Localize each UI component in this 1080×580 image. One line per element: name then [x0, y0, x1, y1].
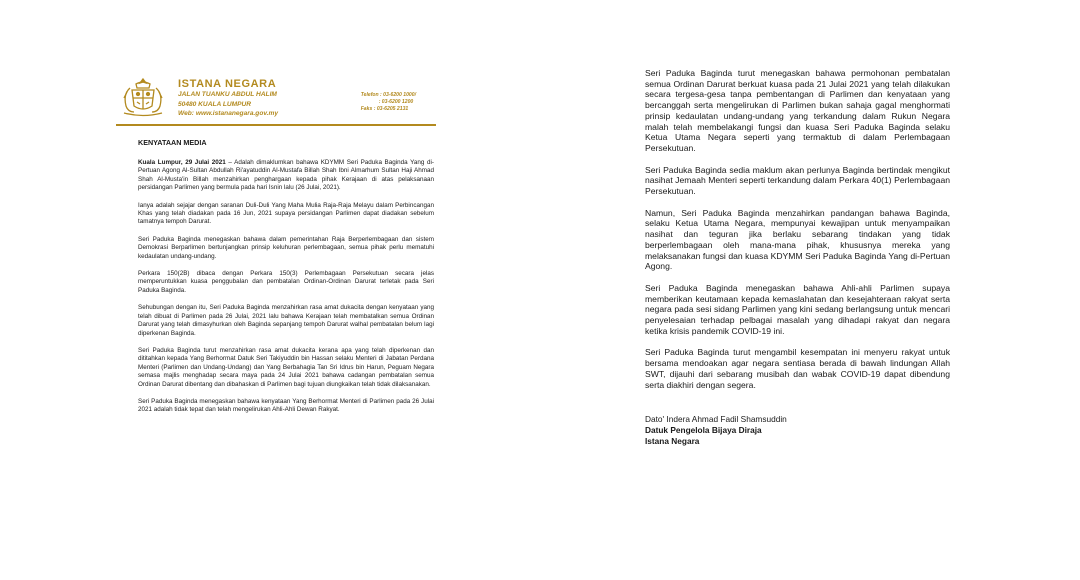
letterhead-title: ISTANA NEGARA	[178, 78, 277, 90]
left-paragraph: Perkara 150(2B) dibaca dengan Perkara 150(3) Perlembagaan Persekutuan secara jelas memperuntukkan kuasa penggubalan dan pembatalan Ordinan-Ordinan Darurat terletak pada Seri Paduka Baginda.	[138, 270, 434, 294]
left-paragraph: Seri Paduka Baginda turut menzahirkan rasa amat dukacita kerana apa yang telah diperkenan dan dititahkan kepada Yang Berhormat Datuk Seri Takiyuddin bin Hassan selaku Menteri di Jabatan Perdana Menteri (Parlimen dan Undang-Undang) dan Yang Berbahagia Tan Sri Idrus bin Harun, Peguam Negara semasa majlis menghadap secara maya pada 24 Julai 2021 bahawa cadangan pembatalan semua Ordinan Darurat dibentang dan dibahaskan di Parlimen bagi tujuan diungkaikan telah tidak dilaksanakan.	[138, 346, 434, 388]
dateline: Kuala Lumpur, 29 Julai 2021	[138, 159, 226, 166]
document-title: KENYATAAN MEDIA	[138, 138, 207, 147]
letterhead-text	[178, 78, 278, 119]
signatory-organisation: Istana Negara	[645, 435, 700, 446]
royal-crest-icon	[118, 76, 168, 118]
right-paragraph: Namun, Seri Paduka Baginda menzahirkan pandangan bahawa Baginda, selaku Ketua Utama Negara, mempunyai kewajipan untuk menyampaikan nasihat dan teguran jika berlaku sebarang tindakan yang tidak berperlembagaan oleh mana-mana pihak, khususnya mereka yang melaksanakan fungsi dan kuasa KDYMM Seri Paduka Baginda Yang di-Pertuan Agong.	[645, 207, 950, 272]
letterhead-address-line1: JALAN TUANKU ABDUL HALIM	[178, 91, 277, 98]
letterhead-address-line2: 50480 KUALA LUMPUR	[178, 100, 252, 108]
left-page	[112, 70, 438, 424]
letterhead-divider	[116, 124, 436, 126]
letterhead-telefon2: : 03-6200 1200	[378, 99, 414, 105]
right-paragraph: Seri Paduka Baginda menegaskan bahawa Ahli-ahli Parlimen supaya memberikan keutamaan kepada kemaslahatan dan kesejahteraan rakyat serta negara pada sesi sidang Parlimen yang kini sedang berlangsung untuk mencari penyelesaian terhadap pelbagai masalah yang dihadapi rakyat dan negara ketika krisis pandemik COVID-19 ini.	[645, 282, 950, 336]
right-paragraph: Seri Paduka Baginda sedia maklum akan perlunya Baginda bertindak mengikut nasihat Jemaah Menteri seperti terkandung dalam Perkara 40(1) Perlembagaan Persekutuan.	[645, 164, 950, 197]
right-page	[645, 68, 950, 447]
letterhead-web: Web: www.istananegara.gov.my	[178, 110, 279, 117]
signatory-title: Datuk Pengelola Bijaya Diraja	[645, 425, 762, 436]
signature-block	[645, 414, 950, 446]
letterhead-faks: Faks : 03-6205 2131	[360, 106, 409, 112]
right-paragraph: Seri Paduka Baginda turut mengambil kesempatan ini menyeru rakyat untuk bersama mendoakan agar negara sentiasa berada di bawah lindungan Allah SWT, dijauhi dari sebarang musibah dan wabak COVID-19 dapat dibendung serta diakhiri dengan segera.	[645, 347, 950, 390]
right-paragraph: Seri Paduka Baginda turut menegaskan bahawa permohonan pembatalan semua Ordinan Darurat berkuat kuasa pada 21 Julai 2021 yang telah dilakukan secara tergesa-gesa tanpa pembentangan di Parlimen dan kenyataan yang bercanggah serta mengelirukan di Parlimen bukan sahaja gagal menghormati prinsip kedaulatan undang-undang yang terkandung dalam Rukun Negara malah telah membelakangi fungsi dan kuasa Seri Paduka Baginda selaku Ketua Utama Negara seperti yang termaktub di dalam Perlembagaan Persekutuan.	[645, 68, 950, 153]
letterhead	[112, 70, 438, 122]
left-paragraph: Sehubungan dengan itu, Seri Paduka Baginda menzahirkan rasa amat dukacita dengan kenyataan yang telah dibuat di Parlimen pada 26 Julai, 2021 lalu bahawa Kerajaan telah membatalkan semua Ordinan Darurat yang telah dimasyhurkan oleh Baginda sepanjang tempoh Darurat walhal pembatalan belum lagi diperkenan Baginda.	[138, 304, 434, 337]
left-paragraph: Seri Paduka Baginda menegaskan bahawa dalam pemerintahan Raja Berperlembagaan dan sistem Demokrasi Berparlimen bertunjangkan prinsip keluhuran perlembagaan, semua pihak perlu mematuhi kedaulatan undang-undang.	[138, 235, 434, 260]
left-paragraph: Seri Paduka Baginda menegaskan bahawa kenyataan Yang Berhormat Menteri di Parlimen pada 26 Julai 2021 adalah tidak tepat dan telah mengelirukan Ahli-Ahli Dewan Rakyat.	[138, 397, 434, 414]
letterhead-telefon: Telefon : 03-6200 1000/	[360, 92, 416, 98]
letterhead-contact	[361, 92, 416, 113]
left-paragraph	[138, 159, 434, 193]
left-paragraph: Ianya adalah sejajar dengan saranan Duli-Duli Yang Maha Mulia Raja-Raja Melayu dalam Perbincangan Khas yang telah diadakan pada 16 Jun, 2021 supaya persidangan Parlimen dapat diadakan sebelum tamatnya tempoh Darurat.	[138, 201, 434, 226]
signatory-name: Dato' Indera Ahmad Fadil Shamsuddin	[645, 414, 787, 425]
left-paragraph-text: – Adalah dimaklumkan bahawa KDYMM Seri Paduka Baginda Yang di-Pertuan Agong Al-Sultan Abdullah Ri'ayatuddin Al-Mustafa Billah Shah Ibni Almarhum Sultan Haji Ahmad Shah Al-Musta'in Billah menzahirkan penghargaan kepada pihak Kerajaan di atas pelaksanaan persidangan Parlimen yang bermula pada hari Isnin lalu (26 Julai, 2021).	[138, 159, 434, 192]
